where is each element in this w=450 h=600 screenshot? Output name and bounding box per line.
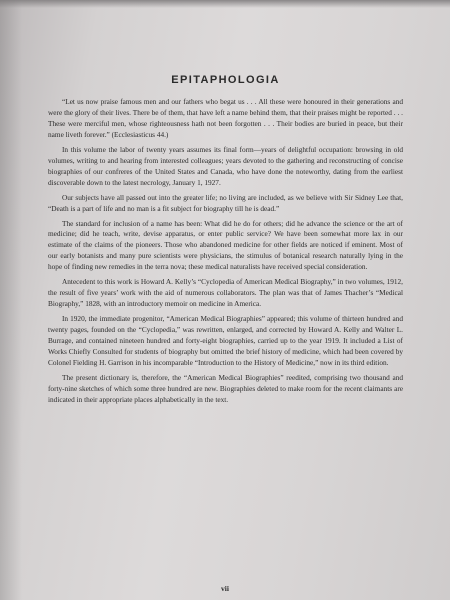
paragraph-epigraph: “Let us now praise famous men and our fathers who begat us . . . All these were honoured in their generations and were the glory of their lives. There be of them, that have left a name behind them, that their praises might be reported . . . These were merciful men, whose righteousness hath not been forgotten . . . Their bodies are buried in peace, but their name liveth forever.” (Ecclesiasticus 44.) <box>48 97 403 139</box>
page-content <box>48 74 403 410</box>
paragraph-antecedent: Antecedent to this work is Howard A. Kelly’s “Cyclopedia of American Medical Biography,” in two volumes, 1912, the result of five years’ work with the aid of numerous collaborators. The plan was that of James Thacher’s “Medical Biography,” 1828, with an introductory memoir on medicine in America. <box>48 277 403 309</box>
page-gutter-shade <box>0 0 22 600</box>
paragraph-labor: In this volume the labor of twenty years assumes its final form—years of delightful occupation: browsing in old volumes, writing to and hearing from interested colleagues; years devoted to the gathering and reconstructing of concise biographies of our confreres of the United States and Canada, who have done the noteworthy, dating from the earliest discoverable down to the latest necrology, January 1, 1927. <box>48 144 403 187</box>
page-number: vii <box>221 584 229 593</box>
paragraph-present: The present dictionary is, therefore, the “American Medical Biographies” reedited, comprising two thousand and forty-nine sketches of which some three hundred are new. Biographies deleted to make room for the recent claimants are indicated in their appropriate places alphabetically in the text. <box>48 372 403 404</box>
paragraph-standard: The standard for inclusion of a name has been: What did he do for others; did he advance the science or the art of medicine; did he teach, write, devise apparatus, or enter public service? We have been somewhat more lax in our estimate of the claims of the pioneers. Those who abandoned medicine for other fields are noticed if eminent. Most of our early botanists and many pure scientists were physicians, the stimulus of botanical research naturally lying in the hope of finding new remedies in the terra nova; these medical naturalists have received special consideration. <box>48 218 403 272</box>
paragraph-1920: In 1920, the immediate progenitor, “American Medical Biographies” appeared; this volume of thirteen hundred and twenty pages, founded on the “Cyclopedia,” was rewritten, enlarged, and corrected by Howard A. Kelly and Walter L. Burrage, and contained nineteen hundred and forty-eight biographies, carried up to the year 1919. It included a List of Works Chiefly Consulted for students of biography but omitted the brief history of medicine, which had been covered by Colonel Fielding H. Garrison in his incomparable “Introduction to the History of Medicine,” now in its third edition. <box>48 314 403 367</box>
paragraph-subjects: Our subjects have all passed out into the greater life; no living are included, as we believe with Sir Sidney Lee that, “Death is a part of life and no man is a fit subject for biography till he is dead.” <box>48 192 403 213</box>
page-top-shadow <box>0 0 450 8</box>
page-title: EPITAPHOLOGIA <box>171 74 280 86</box>
